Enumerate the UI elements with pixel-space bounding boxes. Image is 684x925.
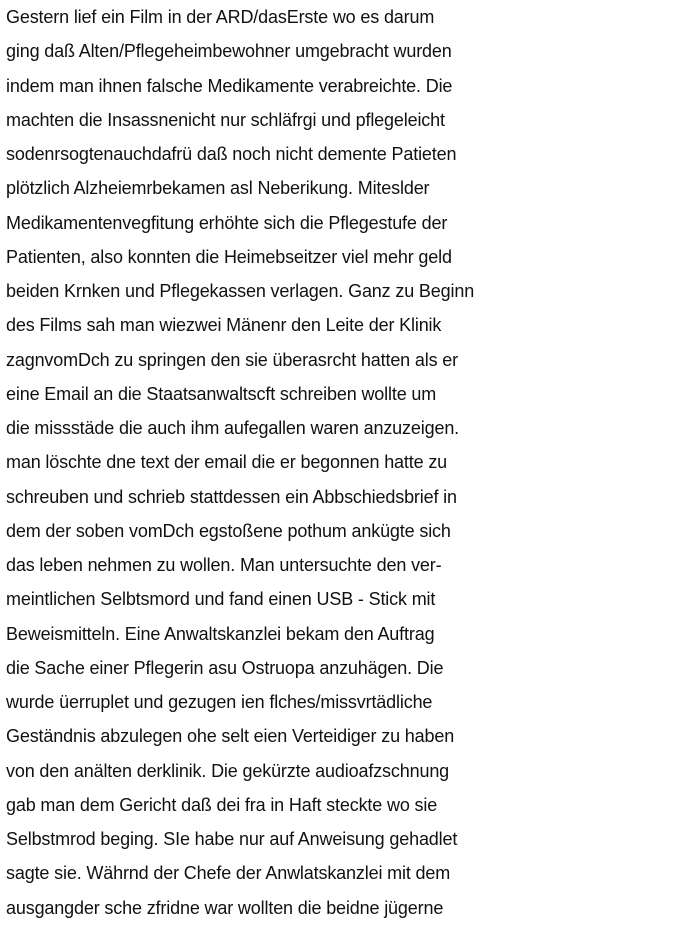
text-line-22: Geständnis abzulegen ohe selt eien Verteidiger zu haben: [6, 726, 455, 747]
text-line-11: zagnvomDch zu springen den sie überasrcht hatten als er: [6, 349, 459, 370]
text-line-6: plötzlich Alzheiemrbekamen asl Neberikung. Miteslder: [6, 178, 430, 199]
text-line-25: Selbstmrod beging. SIe habe nur auf Anweisung gehadlet: [6, 829, 458, 849]
text-line-20: die Sache einer Pflegerin asu Ostruopa anzuhägen. Die: [6, 657, 444, 678]
text-line-5: sodenrsogtenauchdafrü daß noch nicht demente Patieten: [6, 144, 457, 164]
text-line-14: man löschte dne text der email die er begonnen hatte zu: [6, 452, 448, 473]
text-line-24: gab man dem Gericht daß dei fra in Haft steckte wo sie: [6, 794, 438, 815]
text-line-23: von den anälten derklinik. Die gekürzte audioafzschnung: [6, 760, 450, 781]
text-line-1: Gestern lief ein Film in der ARD/dasErste wo es darum: [6, 7, 435, 27]
text-line-13: die missstäde die auch ihm aufegallen waren anzuzeigen.: [6, 418, 460, 438]
text-line-18: meintlichen Selbtsmord und fand einen USB - Stick mit: [6, 589, 436, 610]
document-text: [6, 0, 684, 925]
text-line-21: wurde üerruplet und gezugen ien flches/missvrtädliche: [6, 692, 433, 712]
text-line-15: schreuben und schrieb stattdessen ein Abbschiedsbrief in: [6, 486, 457, 507]
text-line-10: des Films sah man wiezwei Mänenr den Leite der Klinik: [6, 315, 442, 336]
text-line-19: Beweismitteln. Eine Anwaltskanzlei bekam den Auftrag: [6, 623, 435, 644]
text-line-2: ging daß Alten/Pflegeheimbewohner umgebracht wurden: [6, 41, 452, 62]
text-line-7: Medikamentenvegfitung erhöhte sich die Pflegestufe der: [6, 212, 448, 233]
text-line-27: ausgangder sche zfridne war wollten die beidne jügerne: [6, 897, 444, 918]
text-line-9: beiden Krnken und Pflegekassen verlagen. Ganz zu Beginn: [6, 281, 475, 301]
text-line-17: das leben nehmen zu wollen. Man untersuchte den ver-: [6, 555, 442, 575]
text-line-16: dem der soben vomDch egstoßene pothum ankügte sich: [6, 520, 451, 541]
text-line-26: sagte sie. Währnd der Chefe der Anwlatskanzlei mit dem: [6, 863, 451, 884]
text-line-8: Patienten, also konnten die Heimebseitzer viel mehr geld: [6, 246, 452, 267]
text-line-3: indem man ihnen falsche Medikamente verabreichte. Die: [6, 75, 453, 96]
text-line-12: eine Email an die Staatsanwaltscft schreiben wollte um: [6, 383, 437, 404]
text-line-4: machten die Insassnenicht nur schläfrgi und pflegeleicht: [6, 109, 445, 130]
